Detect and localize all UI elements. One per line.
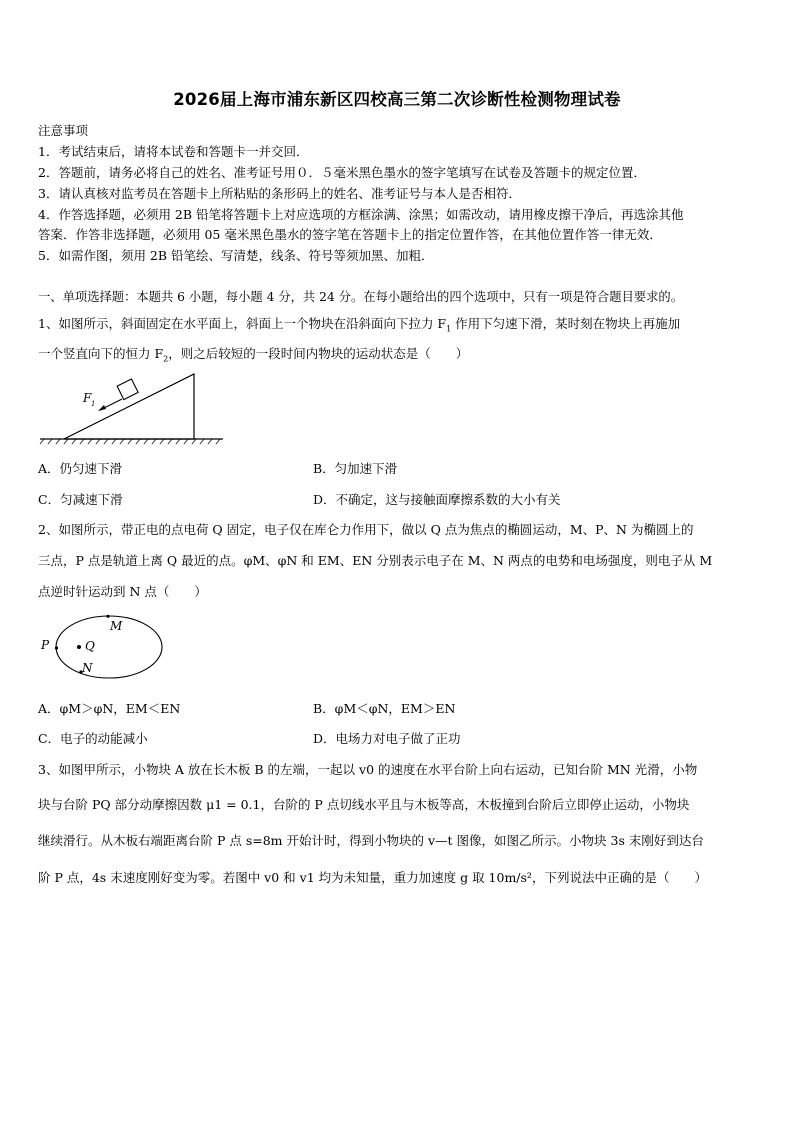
notice-heading: 注意事项 — [38, 123, 89, 138]
q1-option-b: B．匀加速下滑 — [313, 461, 398, 476]
notice-item-5: 5．如需作图，须用 2B 铅笔绘、写清楚，线条、符号等须加黑、加粗． — [38, 248, 434, 263]
notice-item-1: 1．考试结束后，请将本试卷和答题卡一并交回． — [38, 144, 309, 159]
force-label-f1-sub: 1 — [91, 400, 96, 408]
q2-option-a: A．φM＞φN，EM＜EN — [38, 701, 181, 716]
q1-stem-line1-text: 1、如图所示，斜面固定在水平面上，斜面上一个物块在沿斜面向下拉力 F — [38, 316, 447, 331]
point-p — [55, 646, 58, 649]
label-q: Q — [85, 639, 95, 653]
q3-stem-line4: 阶 P 点，4s 末速度刚好变为零。若图中 v0 和 v1 均为未知量，重力加速度 g 取 10m/s²，下列说法中正确的是（ ） — [38, 870, 707, 885]
ellipse-orbit-figure — [38, 610, 178, 690]
notice-item-4-cont: 答案．作答非选择题，必须用 05 毫米黑色墨水的签字笔在答题卡上的指定位置作答，在其他位置作答一律无效． — [38, 227, 662, 242]
q3-stem-line3: 继续滑行。从木板右端距离台阶 P 点 s=8m 开始计时，得到小物块的 v—t 图像，如图乙所示。小物块 3s 末刚好到达台 — [38, 833, 704, 848]
q2-option-b: B．φM＜φN，EM＞EN — [313, 701, 456, 716]
force-label-f1: F — [83, 391, 92, 405]
orbit-ellipse — [56, 616, 162, 678]
label-n: N — [82, 661, 93, 675]
charge-q — [77, 645, 81, 649]
label-m: M — [110, 619, 123, 633]
incline-figure — [38, 368, 238, 448]
q3-stem-line2: 块与台阶 PQ 部分动摩擦因数 μ1 = 0.1，台阶的 P 点切线水平且与木板等高，木板撞到台阶后立即停止运动，小物块 — [38, 797, 690, 812]
q1-stem-line2-tail: ，则之后较短的一段时间内物块的运动状态是（ ） — [168, 346, 469, 361]
q1-stem-line1-tail: 作用下匀速下滑，某时刻在物块上再施加 — [451, 316, 681, 331]
q1-stem-line2-sub: 2 — [163, 354, 169, 364]
notice-item-3: 3．请认真核对监考员在答题卡上所粘贴的条形码上的姓名、准考证号与本人是否相符． — [38, 186, 521, 201]
q1-stem-line2-text: 一个竖直向下的恒力 F — [38, 346, 164, 361]
q2-stem-line3: 点逆时针运动到 N 点（ ） — [38, 584, 207, 599]
q2-option-d: D．电场力对电子做了正功 — [313, 731, 461, 746]
notice-item-2: 2．答题前，请务必将自己的姓名、准考证号用０．５毫米黑色墨水的签字笔填写在试卷及答题卡的规定位置． — [38, 165, 646, 180]
q2-stem-line2: 三点，P 点是轨道上离 Q 最近的点。φM、φN 和 EM、EN 分别表示电子在 M、N 两点的电势和电场强度，则电子从 M — [38, 553, 713, 568]
q1-stem-line1 — [38, 314, 680, 334]
q1-option-d: D．不确定，这与接触面摩擦系数的大小有关 — [313, 492, 561, 507]
q1-option-a: A．仍匀速下滑 — [38, 461, 123, 476]
page-title: 2026届上海市浦东新区四校高三第二次诊断性检测物理试卷 — [173, 90, 621, 109]
q2-option-c: C．电子的动能减小 — [38, 731, 148, 746]
label-p: P — [41, 638, 50, 652]
q2-stem-line1: 2、如图所示，带正电的点电荷 Q 固定，电子仅在库仑力作用下，做以 Q 点为焦点的椭圆运动，M、P、N 为椭圆上的 — [38, 522, 694, 537]
q3-stem-line1: 3、如图甲所示，小物块 A 放在长木板 B 的左端，一起以 v0 的速度在水平台阶上向右运动，已知台阶 MN 光滑，小物 — [38, 762, 698, 777]
section-heading: 一、单项选择题：本题共 6 小题，每小题 4 分，共 24 分。在每小题给出的四个选项中，只有一项是符合题目要求的。 — [38, 290, 683, 304]
q1-option-c: C．匀减速下滑 — [38, 492, 123, 507]
q1-stem-line2 — [38, 344, 468, 364]
ground-hatching — [40, 439, 220, 444]
point-m — [106, 615, 109, 618]
block — [117, 379, 138, 400]
notice-item-4: 4．作答选择题，必须用 2B 铅笔将答题卡上对应选项的方框涂满、涂黑；如需改动，请用橡皮擦干净后，再选涂其他 — [38, 207, 684, 222]
q1-stem-line1-sub: 1 — [446, 324, 452, 334]
force-arrowhead — [98, 405, 106, 411]
